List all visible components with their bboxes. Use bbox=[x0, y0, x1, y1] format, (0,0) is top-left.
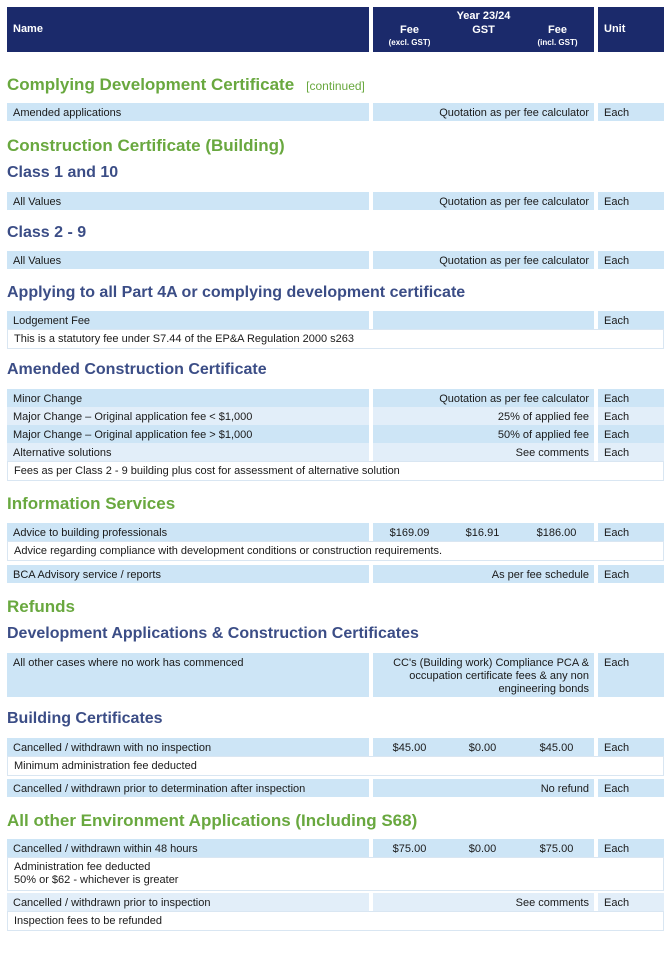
note-env-prior-inspection bbox=[7, 911, 664, 931]
table-row-class2-all-values bbox=[7, 251, 664, 269]
section-title-other-environment: All other Environment Applications (Including S68) bbox=[7, 811, 418, 830]
header-gst-label: GST bbox=[472, 24, 495, 36]
row-fee: No refund bbox=[540, 783, 589, 795]
continued-label: [continued] bbox=[306, 79, 365, 93]
table-row-bca-advisory bbox=[7, 565, 664, 583]
header-unit-label: Unit bbox=[604, 23, 626, 35]
header-year-column bbox=[373, 7, 594, 52]
note-env-within-48-hours bbox=[7, 857, 664, 891]
row-name: BCA Advisory service / reports bbox=[13, 569, 161, 581]
row-name: Minor Change bbox=[13, 393, 83, 405]
row-gst: $0.00 bbox=[468, 843, 497, 855]
row-fee-excl-gst: $75.00 bbox=[392, 843, 427, 855]
table-row-no-work-commenced bbox=[7, 653, 664, 697]
table-row-major-change-lt bbox=[7, 407, 664, 425]
row-fee-incl-gst: $75.00 bbox=[539, 843, 574, 855]
section-title-information-services: Information Services bbox=[7, 494, 176, 513]
header-gst bbox=[447, 24, 520, 36]
table-row-amended-applications bbox=[7, 103, 664, 121]
subsection-title-da-cc: Development Applications & Construction Certificates bbox=[7, 625, 419, 642]
row-unit: Each bbox=[604, 783, 630, 795]
row-gst: $16.91 bbox=[465, 527, 500, 539]
row-name: Major Change – Original application fee > $1,000 bbox=[13, 429, 253, 441]
row-gst: $0.00 bbox=[468, 742, 497, 754]
row-unit: Each bbox=[604, 411, 630, 423]
row-fee: Quotation as per fee calculator bbox=[439, 393, 589, 405]
row-unit: Each bbox=[604, 447, 630, 459]
subsection-title-class-1-10: Class 1 and 10 bbox=[7, 164, 119, 181]
header-fee-excl bbox=[373, 24, 446, 47]
row-name: All Values bbox=[13, 255, 62, 267]
table-row-major-change-gt bbox=[7, 425, 664, 443]
row-fee-incl-gst: $45.00 bbox=[539, 742, 574, 754]
note-bc-no-inspection bbox=[7, 756, 664, 776]
row-fee: As per fee schedule bbox=[491, 569, 589, 581]
row-fee-incl-gst: $186.00 bbox=[536, 527, 577, 539]
section-title-text: Complying Development Certificate bbox=[7, 75, 295, 94]
table-row-lodgement-fee bbox=[7, 311, 664, 329]
note-text-line-2: 50% or $62 - whichever is greater bbox=[14, 874, 179, 886]
note-advice bbox=[7, 541, 664, 561]
row-unit: Each bbox=[604, 897, 630, 909]
row-unit: Each bbox=[604, 569, 630, 581]
header-fee-incl-sub: (incl. GST) bbox=[537, 38, 578, 47]
row-name: All Values bbox=[13, 196, 62, 208]
row-fee: Quotation as per fee calculator bbox=[439, 255, 589, 267]
subsection-title-amended-cc: Amended Construction Certificate bbox=[7, 361, 267, 378]
row-fee: Quotation as per fee calculator bbox=[439, 107, 589, 119]
note-text: Administration fee deducted bbox=[14, 861, 151, 873]
row-unit: Each bbox=[604, 657, 630, 669]
table-row-class1-all-values bbox=[7, 192, 664, 210]
row-fee: 25% of applied fee bbox=[497, 411, 589, 423]
note-text: This is a statutory fee under S7.44 of the EP&A Regulation 2000 s263 bbox=[14, 333, 354, 345]
table-row-minor-change bbox=[7, 389, 664, 407]
row-fee: CC's (Building work) Compliance PCA & occupation certificate fees & any non engineering bonds bbox=[393, 657, 589, 695]
note-text: Inspection fees to be refunded bbox=[14, 915, 162, 927]
row-name: Amended applications bbox=[13, 107, 122, 119]
section-title-cc-building: Construction Certificate (Building) bbox=[7, 136, 285, 155]
row-name: Cancelled / withdrawn prior to determination after inspection bbox=[13, 783, 306, 795]
row-name: Cancelled / withdrawn with no inspection bbox=[13, 742, 212, 754]
note-text: Minimum administration fee deducted bbox=[14, 760, 197, 772]
note-lodgement-fee bbox=[7, 329, 664, 349]
section-title-refunds: Refunds bbox=[7, 597, 75, 616]
header-unit-column bbox=[598, 7, 664, 52]
row-fee: Quotation as per fee calculator bbox=[439, 196, 589, 208]
table-row-env-prior-inspection bbox=[7, 893, 664, 911]
header-fee-excl-sub: (excl. GST) bbox=[388, 38, 431, 47]
row-fee: See comments bbox=[515, 447, 589, 459]
row-unit: Each bbox=[604, 255, 630, 267]
header-fee-incl-label: Fee bbox=[548, 24, 567, 36]
header-year-label: Year 23/24 bbox=[456, 10, 511, 22]
row-unit: Each bbox=[604, 196, 630, 208]
row-fee-excl-gst: $169.09 bbox=[389, 527, 430, 539]
table-row-alternative-solutions bbox=[7, 443, 664, 461]
row-name: Advice to building professionals bbox=[13, 527, 168, 539]
row-fee: See comments bbox=[515, 897, 589, 909]
row-name: Lodgement Fee bbox=[13, 315, 91, 327]
note-text: Advice regarding compliance with development conditions or construction requirements. bbox=[14, 545, 443, 557]
row-unit: Each bbox=[604, 843, 630, 855]
header-name-label: Name bbox=[13, 23, 43, 35]
subsection-title-part-4a: Applying to all Part 4A or complying development certificate bbox=[7, 284, 466, 301]
subsection-title-building-certificates: Building Certificates bbox=[7, 710, 163, 727]
row-unit: Each bbox=[604, 742, 630, 754]
row-name: Major Change – Original application fee < $1,000 bbox=[13, 411, 253, 423]
table-row-env-within-48-hours bbox=[7, 839, 664, 857]
table-row-advice-building-professionals bbox=[7, 523, 664, 541]
row-unit: Each bbox=[604, 429, 630, 441]
row-fee: 50% of applied fee bbox=[497, 429, 589, 441]
row-name: All other cases where no work has commenced bbox=[13, 657, 244, 669]
header-name-column bbox=[7, 7, 369, 52]
header-fee-incl bbox=[521, 24, 594, 47]
row-unit: Each bbox=[604, 315, 630, 327]
row-unit: Each bbox=[604, 107, 630, 119]
table-row-bc-no-inspection bbox=[7, 738, 664, 756]
header-fee-excl-label: Fee bbox=[400, 24, 419, 36]
row-name: Alternative solutions bbox=[13, 447, 112, 459]
row-unit: Each bbox=[604, 393, 630, 405]
note-alternative-solutions bbox=[7, 461, 664, 481]
row-name: Cancelled / withdrawn prior to inspection bbox=[13, 897, 211, 909]
row-fee-excl-gst: $45.00 bbox=[392, 742, 427, 754]
note-text: Fees as per Class 2 - 9 building plus cost for assessment of alternative solution bbox=[14, 465, 400, 477]
section-title-cdc bbox=[7, 75, 365, 95]
row-unit: Each bbox=[604, 527, 630, 539]
table-row-bc-prior-determination bbox=[7, 779, 664, 797]
subsection-title-class-2-9: Class 2 - 9 bbox=[7, 224, 87, 241]
row-name: Cancelled / withdrawn within 48 hours bbox=[13, 843, 198, 855]
